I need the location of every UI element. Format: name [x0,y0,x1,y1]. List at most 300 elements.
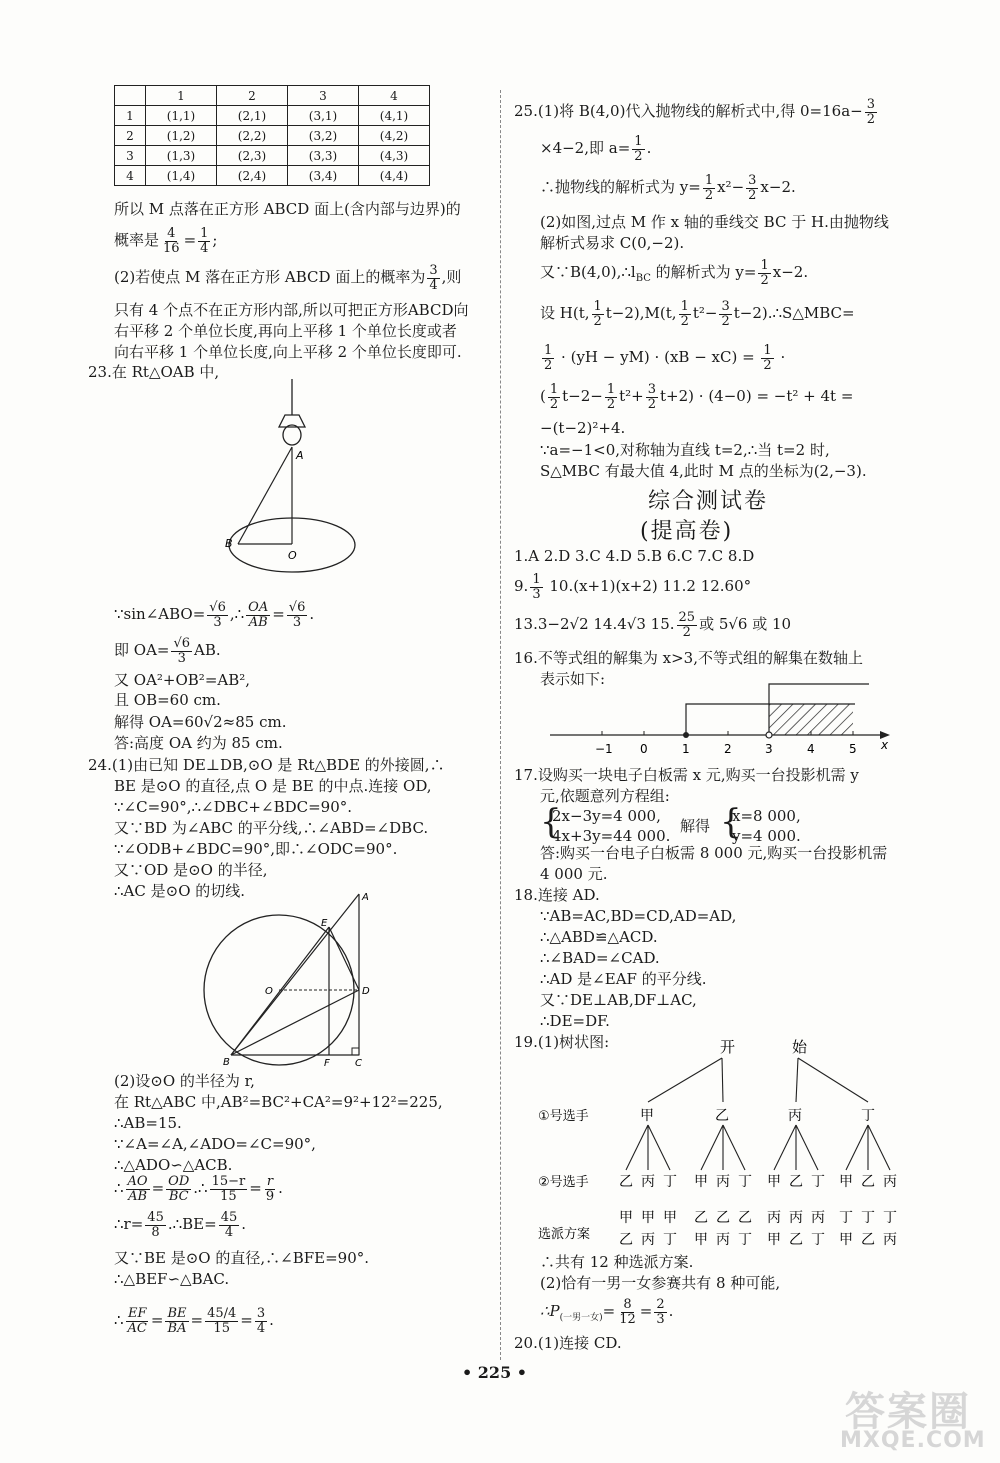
numerator: 1 [606,381,616,397]
text-line: 17.设购买一块电子白板需 x 元,购买一台投影机需 y [514,766,859,784]
denominator: 3 [532,586,541,602]
text-line: 23.在 Rt△OAB 中, [88,363,220,381]
branch [723,1125,745,1170]
plan-first: 丁 [839,1210,853,1226]
text: ∴ [114,1179,124,1197]
text: 25.(1)将 B(4,0)代入抛物线的解析式中,得 0=16a− [514,102,863,120]
table-cell: (4,3) [359,146,430,166]
segment-ED [329,927,359,990]
numerator: 3 [429,262,438,278]
subscript: BC [635,273,651,284]
node-second: 甲 [767,1174,781,1190]
text: ∵sin∠ABO= [114,605,206,623]
coordinate-table [114,85,430,186]
plan-first: 丙 [767,1210,781,1226]
text-line: 向右平移 1 个单位长度,向上平移 2 个单位长度即可. [114,343,462,361]
figure-23-lamp-diagram [215,375,375,575]
watermark-url: MXQE.COM [840,1428,986,1453]
text: .∴ [193,1179,208,1197]
fraction [530,573,542,602]
text: = [150,1311,164,1329]
text: 或 5√6 或 10 [699,615,792,633]
text: . [269,1311,274,1329]
fraction [145,1211,166,1240]
denominator: AB [248,614,268,630]
denominator: 15 [220,1188,237,1204]
text: ∴抛物线的解析式为 y= [540,178,701,196]
text-line: ∴△ABD≌△ACD. [540,928,658,946]
text-line [114,262,461,293]
plan-first: 乙 [738,1210,752,1226]
tick-label: 4 [807,742,815,756]
fraction [679,300,691,329]
node-second: 丁 [663,1174,677,1190]
numerator: 8 [623,1296,632,1312]
text-line: 又∵BD 为∠ABC 的平分线,∴∠ABD=∠DBC. [114,819,429,837]
text-line: 在 Rt△ABC 中,AB²=BC²+CA²=9²+12²=225, [114,1093,443,1111]
node-second: 丙 [883,1174,897,1190]
text-line: ∴DE=DF. [540,1012,610,1030]
text: x−2. [760,178,796,196]
fraction [126,1175,150,1204]
denominator: 2 [549,396,559,412]
denominator: 2 [866,111,875,127]
node-second: 丙 [641,1174,655,1190]
denominator: 12 [619,1311,636,1327]
left-brace: { [540,802,562,842]
plan-second: 丁 [738,1232,752,1248]
fraction [210,1175,248,1204]
fraction [165,1307,188,1336]
text: 又∵B(4,0),∴l [540,263,636,281]
numerator: OA [248,599,269,615]
denominator: 9 [265,1188,275,1204]
branch [648,1125,670,1170]
denominator: 4 [224,1224,234,1240]
text: t−2),M(t, [605,304,677,322]
text-line: 只有 4 个点不在正方形内部,所以可把正方形ABCD向 [114,301,469,319]
root-label: 开 [720,1038,736,1056]
text-line: ∴AC 是⊙O 的切线. [114,882,246,900]
right-angle-mark [352,1048,359,1055]
text-line: 表示如下: [540,670,606,688]
denominator: 2 [721,313,730,329]
table-cell: 4 [115,166,146,186]
text: ,则 [441,268,462,286]
tick-label: 5 [849,742,857,756]
table-cell: (4,4) [359,166,430,186]
node-second: 丙 [716,1174,730,1190]
text-line: ∴共有 12 种选派方案. [540,1253,694,1271]
segment-BD [231,990,359,1055]
text: . [646,139,652,157]
text: 的解析式为 y= [650,263,757,281]
answer-line [514,570,751,602]
text-line: (2)恰有一男一女参赛共有 8 种可能, [540,1274,781,1292]
numerator: 25 [678,609,696,625]
numerator: 3 [748,172,757,188]
solution: y=4 000. [732,827,801,845]
table-cell: (3,3) [288,146,359,166]
plan-first: 丙 [789,1210,803,1226]
denominator: 2 [680,313,689,329]
text: AB. [194,641,221,659]
table-cell: (4,2) [359,126,430,146]
text: . [309,605,315,623]
text-line: 所以 M 点落在正方形 ABCD 面上(含内部与边界)的 [114,200,461,218]
table-cell: (3,4) [288,166,359,186]
table-cell: 1 [115,106,146,126]
text-line [540,133,651,164]
fraction [592,300,604,329]
text: ∴r= [114,1215,144,1233]
text: 设 H(t, [540,304,590,322]
label-O: O [265,986,273,997]
numerator: √6 [209,599,226,615]
denominator: 3 [292,614,302,630]
text-line [540,297,855,329]
table-cell: 3 [288,86,359,106]
text-line: 答:高度 OA 约为 85 cm. [114,734,283,752]
hatched-solution-region [769,704,853,735]
text: = [249,1179,262,1197]
plan-second: 甲 [839,1232,853,1248]
numerator: 3 [866,96,875,112]
text-line [114,1172,283,1204]
row-label: ②号选手 [538,1175,589,1190]
denominator: 15 [213,1320,230,1336]
node-first: 乙 [715,1108,729,1124]
text: t+2) · (4−0) = −t² + 4t = [660,387,854,405]
fraction [761,344,773,373]
text: x²− [717,178,745,196]
text: ∴ [114,1311,124,1329]
text: ( [540,387,546,405]
subscript: (一男一女) [559,1313,603,1323]
text: ; [212,231,218,249]
fraction [287,601,308,630]
table-cell: 2 [217,86,288,106]
table-cell [115,86,146,106]
plan-first: 乙 [716,1210,730,1226]
plan-second: 甲 [767,1232,781,1248]
denominator: 8 [151,1224,160,1240]
denominator: 2 [634,148,643,164]
text: · (yH − yM) · (xB − xC) = [556,348,760,366]
watermark-logo: 答案圈 [845,1389,971,1435]
row-label: ①号选手 [538,1109,589,1124]
numerator: 15−r [211,1173,246,1189]
branch [648,1058,722,1102]
fraction [865,98,877,127]
text-line: ∵AB=AC,BD=CD,AD=AD, [540,907,737,925]
solution: x=8 000, [732,807,801,825]
table-row [115,106,430,126]
label-O: O [288,549,297,562]
denominator: 4 [200,240,209,256]
segment-AB [238,447,292,544]
row-label: 选派方案 [538,1227,591,1242]
fraction [632,135,644,164]
text-line [114,225,217,256]
plan-second: 甲 [694,1232,708,1248]
fraction [703,174,715,203]
text-line: ∴AB=15. [114,1114,182,1132]
denominator: BA [167,1320,187,1336]
text: 解得 [680,817,711,835]
label-A: A [362,892,369,903]
numerator: 3 [647,381,657,397]
text: 10.(x+1)(x+2) 11.2 12.60° [544,577,752,595]
section-title: 综合测试卷 [648,489,769,514]
root-label: 始 [792,1038,808,1056]
numerator: 45 [147,1209,164,1225]
numerator: √6 [173,635,191,651]
table-cell: (1,1) [146,106,217,126]
tick-label: 0 [640,742,648,756]
fraction [198,227,210,256]
table-cell: 1 [146,86,217,106]
text: = [190,1311,204,1329]
branch [846,1125,868,1170]
text-line: 18.连接 AD. [514,886,600,904]
text-line [540,1295,673,1334]
numerator: AO [127,1173,148,1189]
text: · [775,348,786,366]
plan-first: 丙 [811,1210,825,1226]
text: = [151,1179,165,1197]
text-line: 右平移 2 个单位长度,再向上平移 1 个单位长度或者 [114,322,457,340]
node-second: 乙 [619,1174,633,1190]
denominator: 3 [177,650,186,666]
fraction [654,1298,666,1327]
equation-system [540,802,801,846]
fraction [646,383,658,412]
text-line: ∵∠C=90°,∴∠DBC+∠BDC=90°. [114,798,353,816]
text: = [272,605,285,623]
fraction [542,344,554,373]
table-header-row [115,86,430,106]
numerator: 1 [634,133,643,149]
numerator: 45 [220,1209,238,1225]
text: 即 OA= [114,641,170,659]
numerator: 4 [167,225,176,241]
closed-point-1 [683,732,689,738]
tick-label: −1 [595,742,613,756]
numerator: OD [168,1173,190,1189]
text: ×4−2,即 a= [540,139,631,157]
numerator: 1 [593,298,602,314]
open-point-3 [766,732,772,738]
fraction [255,1307,267,1336]
fraction [171,637,192,666]
label-B: B [223,1057,230,1068]
text-line: (2)设⊙O 的半径为 r, [114,1072,255,1090]
text: 13.3−2√2 14.4√3 15. [514,615,675,633]
numerator: 1 [680,298,689,314]
text: t²− [692,304,718,322]
branch [796,1058,798,1102]
branch [722,1058,723,1102]
fraction [548,383,560,412]
node-second: 甲 [839,1174,853,1190]
text: . [278,1179,283,1197]
denominator: 2 [593,313,602,329]
label-B: B [225,537,233,550]
table-cell: (2,2) [217,126,288,146]
table-cell: (1,3) [146,146,217,166]
fraction [264,1175,276,1204]
fraction [207,601,228,630]
table-row [115,166,430,186]
number-line-figure [545,680,905,760]
numerator: 1 [532,571,541,587]
fraction [746,174,758,203]
text-line: 又∵BE 是⊙O 的直径,∴∠BFE=90°. [114,1249,370,1267]
branch [626,1125,648,1170]
section-subtitle: (提高卷) [640,519,734,544]
text-line: ∵∠ODB+∠BDC=90°,即∴∠ODC=90°. [114,840,398,858]
text: .∴BE= [167,1215,217,1233]
denominator: 2 [760,272,769,288]
numerator: BE [167,1305,187,1321]
text-line [540,341,785,373]
left-brace: { [720,802,742,842]
table-row [115,126,430,146]
numerator: 3 [256,1305,266,1321]
fraction [219,1211,240,1240]
numerator: 1 [760,257,769,273]
node-first: 丁 [861,1108,875,1124]
table-cell: 3 [115,146,146,166]
fraction [605,383,617,412]
plan-second: 乙 [619,1232,633,1248]
text-line: ∵a=−1<0,对称轴为直线 t=2,∴当 t=2 时, [540,441,830,459]
segment-BE [231,927,329,1055]
text-line: 且 OB=60 cm. [114,691,221,709]
denominator: 16 [163,240,180,256]
page-number: • 225 • [462,1363,527,1382]
denominator: 2 [682,624,691,640]
plan-second: 乙 [789,1232,803,1248]
text-line: ∴AD 是∠EAF 的平分线. [540,970,707,988]
text: ,∴ [229,605,245,623]
denominator: 2 [763,357,772,373]
table-cell: 2 [115,126,146,146]
text-line: ∴△ADO∽△ACB. [114,1156,233,1174]
denominator: 4 [429,277,438,293]
numerator: 1 [200,225,209,241]
fraction [126,1307,149,1336]
text-line: 解得 OA=60√2≈85 cm. [114,713,287,731]
text-line: 20.(1)连接 CD. [514,1334,622,1352]
plan-second: 丁 [811,1232,825,1248]
text: 概率是 [114,231,160,249]
fraction [427,264,439,293]
plan-first: 乙 [694,1210,708,1226]
text-line [540,380,853,412]
text: = [183,231,197,249]
text: x−2. [772,263,809,281]
denominator: AC [127,1320,147,1336]
node-first: 丙 [788,1108,802,1124]
numerator: √6 [288,599,306,615]
numerator: 3 [721,298,730,314]
denominator: 2 [704,187,714,203]
text-line: 4 000 元. [540,865,608,883]
plan-second: 丙 [883,1232,897,1248]
plan-first: 甲 [663,1210,677,1226]
text-line: 答:购买一台电子白板需 8 000 元,购买一台投影机需 [540,844,888,862]
table-cell: (1,2) [146,126,217,146]
plan-first: 丁 [883,1210,897,1226]
label-A: A [296,449,304,462]
branch [796,1125,818,1170]
text-line: 又∵DE⊥AB,DF⊥AC, [540,991,697,1009]
text-line: (2)如图,过点 M 作 x 轴的垂线交 BC 于 H.由抛物线 [540,213,889,231]
node-second: 乙 [789,1174,803,1190]
tick-label: 1 [682,742,690,756]
tree-diagram [510,1034,930,1254]
axis-label: x [881,738,889,752]
table-cell: (2,3) [217,146,288,166]
numerator: 1 [549,381,559,397]
text: t²+ [619,387,644,405]
denominator: 2 [748,187,757,203]
lamp-bulb [283,425,301,445]
text: (2)若使点 M 落在正方形 ABCD 面上的概率为 [114,268,426,286]
denominator: 4 [256,1320,266,1336]
text-line: ∵∠A=∠A,∠ADO=∠C=90°, [114,1135,316,1153]
text: t−2− [562,387,603,405]
fraction [719,300,731,329]
numerator: 45/4 [207,1305,237,1321]
denominator: BC [168,1188,189,1204]
node-first: 甲 [640,1108,654,1124]
fraction [758,259,770,288]
text-line: −(t−2)²+4. [540,419,626,437]
text: . [668,1302,674,1320]
text-line: BE 是⊙O 的直径,点 O 是 BE 的中点.连接 OD, [114,777,432,795]
fraction [617,1298,638,1327]
text-line: 19.(1)树状图: [514,1033,610,1051]
node-second: 乙 [861,1174,875,1190]
label-E: E [321,918,328,929]
label-F: F [324,1058,330,1069]
denominator: 2 [606,396,616,412]
table-cell: (3,1) [288,106,359,126]
fraction [677,611,698,640]
plan-first: 甲 [619,1210,633,1226]
node-second: 丁 [811,1174,825,1190]
table-cell: (2,4) [217,166,288,186]
figure-24-circle-diagram [195,890,385,1070]
node-second: 甲 [694,1174,708,1190]
plan-first: 甲 [641,1210,655,1226]
text: = [240,1311,253,1329]
numerator: 1 [704,172,714,188]
plan-first: 丁 [861,1210,875,1226]
table-row [115,146,430,166]
branch [774,1125,796,1170]
equation: 2x−3y=4 000, [552,807,661,825]
fraction [161,227,182,256]
text-line [540,257,808,294]
text-line [114,634,221,666]
answer-line [514,608,791,640]
table-cell: (4,1) [359,106,430,126]
text-line [114,598,314,630]
